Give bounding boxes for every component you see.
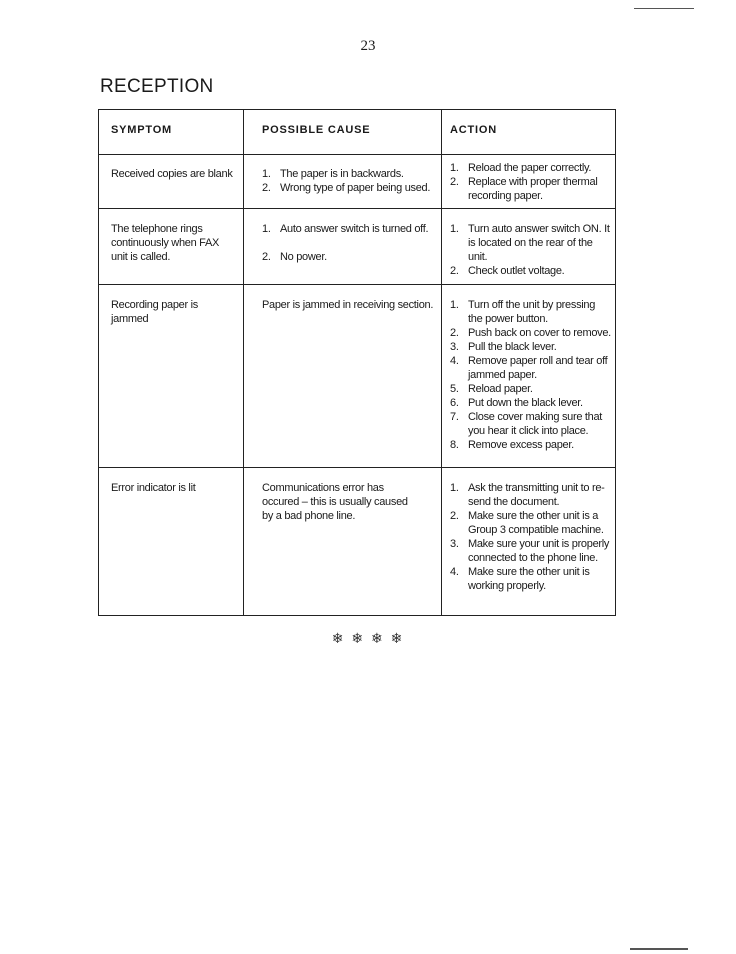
list-item: 3. Make sure your unit is properly connected to the phone line. [450, 538, 610, 564]
header-symptom: SYMPTOM [99, 110, 244, 155]
symptom-cell [99, 468, 244, 616]
list-item: 2. No power. [262, 251, 327, 263]
list-item: 3. Pull the black lever. [450, 341, 557, 353]
action-list [450, 298, 615, 452]
cause-text: Communications error has occured – this is usually caused by a bad phone line. [262, 482, 408, 522]
action-list [450, 222, 615, 278]
cause-list [262, 222, 441, 264]
list-item: 2. Check outlet voltage. [450, 265, 565, 277]
action-list [450, 161, 615, 203]
cause-cell [244, 468, 442, 616]
page-number: 23 [360, 38, 376, 54]
action-cell [442, 468, 616, 616]
table-row [99, 285, 616, 468]
list-item: 7. Close cover making sure that you hear it click into place. [450, 411, 603, 437]
cause-text: Paper is jammed in receiving section. [262, 299, 434, 311]
action-cell [442, 155, 616, 209]
cause-cell [244, 285, 442, 468]
symptom-cell [99, 285, 244, 468]
cause-cell [244, 209, 442, 285]
list-item: 2. Make sure the other unit is a Group 3 compatible machine. [450, 510, 604, 536]
scan-artifact-bottom [630, 948, 688, 950]
cause-cell [244, 155, 442, 209]
symptom-text: Received copies are blank [111, 168, 233, 180]
list-item: 2. Wrong type of paper being used. [262, 182, 431, 194]
list-item: 1. Reload the paper correctly. [450, 162, 592, 174]
list-item: 2. Push back on cover to remove. [450, 327, 611, 339]
symptom-text: Recording paper is jammed [111, 299, 198, 325]
table-row [99, 468, 616, 616]
list-item: 1. Auto answer switch is turned off. [262, 223, 429, 235]
list-item: 1. The paper is in backwards. [262, 168, 404, 180]
list-item: 5. Reload paper. [450, 383, 533, 395]
action-cell [442, 209, 616, 285]
cause-list [262, 167, 441, 195]
scan-artifact-top [634, 8, 694, 9]
troubleshooting-table [98, 109, 616, 616]
list-item: 2. Replace with proper thermal recording paper. [450, 176, 598, 202]
list-item: 1. Turn off the unit by pressing the power button. [450, 299, 596, 325]
symptom-cell [99, 209, 244, 285]
table-row [99, 155, 616, 209]
list-item: 4. Make sure the other unit is working properly. [450, 566, 590, 592]
action-list [450, 481, 615, 593]
header-possible-cause: POSSIBLE CAUSE [244, 110, 442, 155]
symptom-text: Error indicator is lit [111, 482, 196, 494]
table-header-row [99, 110, 616, 155]
table-row [99, 209, 616, 285]
list-item: 1. Turn auto answer switch ON. It is located on the rear of the unit. [450, 223, 610, 263]
symptom-text: The telephone rings continuously when FAX unit is called. [111, 223, 220, 263]
section-title: RECEPTION [100, 76, 214, 97]
header-action: ACTION [442, 110, 616, 155]
section-end-ornament: ❄ ❄ ❄ ❄ [331, 630, 405, 646]
list-item: 8. Remove excess paper. [450, 439, 574, 451]
list-item: 1. Ask the transmitting unit to re-send the document. [450, 482, 605, 508]
list-item: 4. Remove paper roll and tear off jammed paper. [450, 355, 608, 381]
action-cell [442, 285, 616, 468]
symptom-cell [99, 155, 244, 209]
list-item: 6. Put down the black lever. [450, 397, 583, 409]
